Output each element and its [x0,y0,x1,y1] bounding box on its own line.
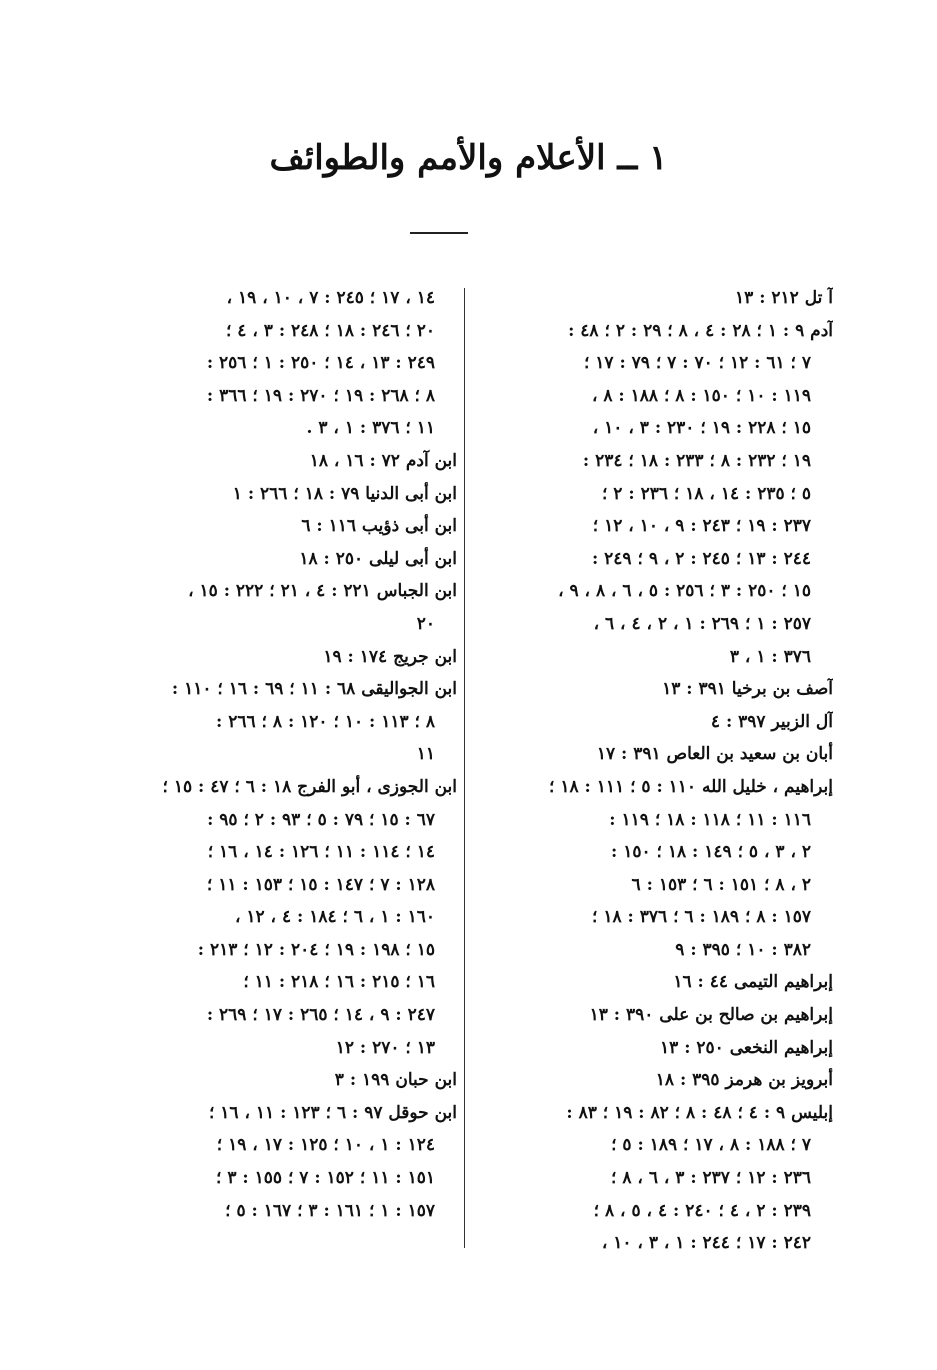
index-entry: آ تل ٢١٢ : ١٣ [735,288,833,308]
index-continuation-line: ٧ ؛ ١٨٨ : ٨ ، ١٧ ؛ ١٨٩ : ٥ ؛ [611,1135,811,1156]
index-continuation-line: ١٣ ؛ ٢٧٠ : ١٢ [335,1037,435,1058]
index-continuation-line: ٣٨٢ : ١٠ ؛ ٣٩٥ : ٩ [675,939,811,960]
index-continuation-line: ٦٧ : ١٥ ؛ ٧٩ : ٥ ؛ ٩٣ : ٢ ؛ ٩٥ : [207,809,435,830]
index-entry: ابن الجواليقى ٦٨ : ١١ ؛ ٦٩ : ١٦ ؛ ١١٠ : [171,679,457,700]
index-continuation-line: ٢٤٢ : ١٧ ؛ ٢٤٤ : ١ ، ٣ ، ١٠ ، [601,1233,811,1254]
index-continuation-line: ١١٩ : ١٠ ؛ ١٥٠ : ٨ ؛ ١٨٨ : ٨ ، [591,385,811,406]
index-entry: أبان بن سعيد بن العاص ٣٩١ : ١٧ [596,744,833,765]
index-continuation-line: ١١٦ : ١١ ؛ ١١٨ : ١٨ ؛ ١١٩ : [609,809,811,830]
index-entry: إبراهيم التيمى ٤٤ : ١٦ [673,972,833,993]
column-divider [464,288,465,1248]
index-continuation-line: ١٥ ؛ ١٩٨ : ١٩ ؛ ٢٠٤ : ١٢ ؛ ٢١٣ : [197,939,435,960]
index-entry: ابن أبى الدنيا ٧٩ : ١٨ ؛ ٢٦٦ : ١ [232,483,457,504]
index-continuation-line: ١٦٠ : ١ ، ٦ ؛ ١٨٤ : ٤ ، ١٢ ، [234,907,435,928]
index-continuation-line: ١٥١ : ١١ ؛ ١٥٢ : ٧ ؛ ١٥٥ : ٣ ؛ [216,1168,435,1189]
index-continuation-line: ١٥ ؛ ٢٥٠ : ٣ ؛ ٢٥٦ : ٥ ، ٦ ، ٨ ، ٩ ، [558,581,811,602]
index-continuation-line: ٢٥٧ : ١ ؛ ٢٦٩ : ١ ، ٢ ، ٤ ، ٦ ، [593,613,811,634]
index-entry: آدم ٩ : ١ ؛ ٢٨ : ٤ ، ٨ ؛ ٢٩ : ٢ ؛ ٤٨ : [568,320,833,341]
index-continuation-line: ١٤ ، ١٧ ؛ ٢٤٥ : ٧ ، ١٠ ، ١٩ ، [226,288,435,308]
index-entry: ابن حوقل ٩٧ : ٦ ؛ ١٢٣ : ١١ ، ١٦ ؛ [208,1102,457,1123]
index-column-left [102,282,457,1227]
index-continuation-line: ٢٣٩ : ٢ ، ٤ ؛ ٢٤٠ : ٤ ، ٥ ، ٨ ؛ [593,1200,811,1221]
index-continuation-line: ٨ ؛ ١١٣ : ١٠ ؛ ١٢٠ : ٨ ؛ ٢٦٦ : [216,711,435,732]
index-continuation-line: ٢ ، ٨ ؛ ١٥١ : ٦ ؛ ١٥٣ : ٦ [631,874,811,895]
index-continuation-line: ٢٤٧ : ٩ ، ١٤ ؛ ٢٦٥ : ١٧ ؛ ٢٦٩ : [206,1005,435,1026]
index-continuation-line: ٢٠ ؛ ٢٤٦ : ١٨ ؛ ٢٤٨ : ٣ ، ٤ ؛ [225,320,435,341]
index-continuation-line: ٢ ، ٣ ، ٥ ؛ ١٤٩ : ١٨ ؛ ١٥٠ : [611,842,811,863]
index-continuation-line: ٢٠ [416,613,435,634]
index-entry: إبراهيم النخعى ٢٥٠ : ١٣ [660,1037,833,1058]
index-entry: إبليس ٩ : ٤ ؛ ٤٨ : ٨ ؛ ٨٢ : ١٩ ؛ ٨٣ : [566,1102,833,1123]
index-continuation-line: ٢٣٧ : ١٩ ؛ ٢٤٣ : ٩ ، ١٠ ، ١٢ ؛ [592,516,811,537]
index-entry: ابن الجوزى ، أبو الفرج ١٨ : ٦ ؛ ٤٧ : ١٥ ؛ [162,776,457,797]
title-underline [410,232,468,234]
index-continuation-line: ١٤ ؛ ١١٤ : ١١ ؛ ١٢٦ : ١٤ ، ١٦ ؛ [207,842,435,863]
index-continuation-line: ١١ [416,744,435,765]
index-continuation-line: ٧ ؛ ٦١ : ١٢ ؛ ٧٠ : ٧ ؛ ٧٩ : ١٧ ؛ [583,353,811,374]
index-continuation-line: ١١ ؛ ٣٧٦ : ١ ، ٣ . [306,418,435,439]
index-continuation-line: ١٩ ؛ ٢٣٢ : ٨ ؛ ٢٣٣ : ١٨ ؛ ٢٣٤ : [582,450,811,471]
index-continuation-line: ١٥٧ : ١ ؛ ١٦١ : ٣ ؛ ١٦٧ : ٥ ؛ [225,1200,435,1221]
index-continuation-line: ٨ ؛ ٢٦٨ : ١٩ ؛ ٢٧٠ : ١٩ ؛ ٣٦٦ : [206,385,435,406]
page-title: ١ ــ الأعلام والأمم والطوائف [269,138,668,178]
index-entry: إبراهيم ، خليل الله ١١٠ : ٥ ؛ ١١١ : ١٨ ؛ [549,776,833,797]
index-entry: آل الزبير ٣٩٧ : ٤ [710,711,833,732]
index-continuation-line: ٥ ؛ ٢٣٥ : ١٤ ، ١٨ ؛ ٢٣٦ : ٢ ؛ [601,483,811,504]
index-continuation-line: ١٢٤ : ١ ، ١٠ ؛ ١٢٥ : ١٧ ، ١٩ ؛ [216,1135,435,1156]
index-entry: ابن أبى ذؤيب ١١٦ : ٦ [301,516,457,537]
index-column-right [478,282,833,1260]
index-continuation-line: ١٥٧ : ٨ ؛ ١٨٩ : ٦ ؛ ٣٧٦ : ١٨ ؛ [592,907,811,928]
index-continuation-line: ٢٤٤ : ١٣ ؛ ٢٤٥ : ٢ ، ٩ ؛ ٢٤٩ : [591,548,811,569]
index-continuation-line: ٢٣٦ : ١٢ ؛ ٢٣٧ : ٣ ، ٦ ، ٨ ؛ [611,1168,811,1189]
index-continuation-line: ١٥ ؛ ٢٢٨ : ١٩ ؛ ٢٣٠ : ٣ ، ١٠ ، [592,418,811,439]
index-continuation-line: ١٦ ؛ ٢١٥ : ١٦ ؛ ٢١٨ : ١١ ؛ [243,972,435,993]
index-entry: ابن حبان ١٩٩ : ٣ [334,1070,457,1091]
index-entry: ابن الجباس ٢٢١ : ٤ ، ٢١ ؛ ٢٢٢ : ١٥ ، [188,581,457,602]
index-entry: ابن جريج ١٧٤ : ١٩ [323,646,457,667]
index-continuation-line: ١٢٨ : ٧ ؛ ١٤٧ : ١٥ ؛ ١٥٣ : ١١ ؛ [206,874,435,895]
index-continuation-line: ٣٧٦ : ١ ، ٣ [729,646,811,667]
index-entry: إبراهيم بن صالح بن على ٣٩٠ : ١٣ [589,1005,833,1026]
index-entry: أبرويز بن هرمز ٣٩٥ : ١٨ [655,1070,833,1091]
index-entry: آصف بن برخيا ٣٩١ : ١٣ [662,679,833,700]
index-continuation-line: ٢٤٩ : ١٣ ، ١٤ ؛ ٢٥٠ : ١ ؛ ٢٥٦ : [206,353,435,374]
index-entry: ابن أبى ليلى ٢٥٠ : ١٨ [299,548,457,569]
index-entry: ابن آدم ٧٢ : ١٦ ، ١٨ [309,450,457,471]
